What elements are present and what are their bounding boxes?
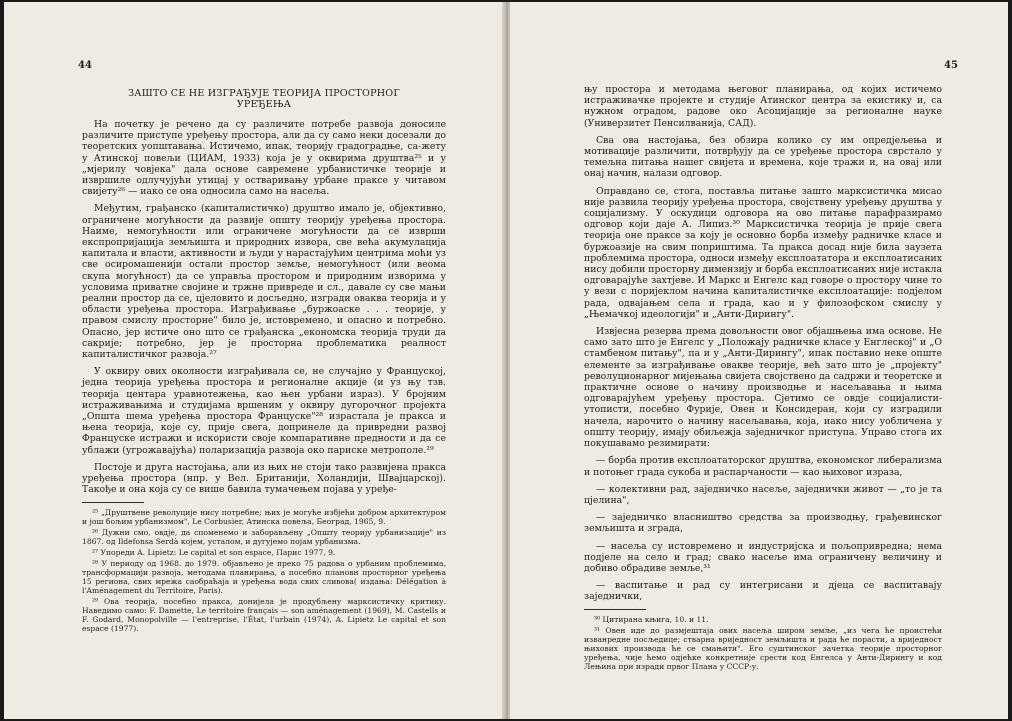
left-page [4,2,504,719]
list-item: — колективни рад, заједничко насеље, заједнички живот — „то је та цјелина", [584,483,942,506]
footnote: ²⁷ Упореди A. Lipietz: Le capital et son espace, Парис 1977, 9. [92,547,336,557]
list-item: — васпитање и рад су интегрисани и дјеца се васпитавају заједнички, [584,580,942,603]
list-item: — заједничко власништво средства за производњу, грађевинског земљишта и зграда, [584,512,942,535]
paragraph: На почетку је речено да су различите потребе развоја доносиле различите приступе уређењу простора, али да су само неки досезали до теоретских уопштавања. Истичемо, ипак, теорију градоградње, са-жету у Атинској повељи (ЦИАМ, 1933) која је у оквирима друштва²⁵ и у „мјерилу човјека" дала основе савремене урбанистичке теорије и извршиле одлучујући утицај у остваривању урбане праксе у читавом свијету²⁶ — иако се она односила само на насеља. [82,119,446,198]
list-item: — насеља су истовремено и индустријска и пољопривредна; нема подјеле на село и град; свако насеље има ограничену величину и добиво обрадиве земље,³¹ [584,540,942,574]
paragraph: Оправдано се, стога, поставља питање зашто марксистичка мисао није развила теорију уређења простора, својствену уређењу друштва у социјализму. У оскудици одговора на ово питање парафразирамо одговор који даје А. Липиз.³⁰ Марксистичка теорија је прије свега теорија оне праксе за коју је основно борба између радничке класе и буржоазије на свим поприштима. Та пракса досад није била заузета проблемима простора, односи између експлоататора и експлоатисаних нису добили просторну димензију и борба експлоатисаних није истакла одговарајуће захтјеве. И Маркс и Енгелс кад говоре о простору чине то у вези с поријеклом начина капиталистичке експлоатације: подјелом рада, одвајањем села и града, као и у филозофском смислу у „Њемачкој идеологији" и „Анти-Дирингу". [584,185,942,320]
paragraph: Сва ова настојања, без обзира колико су им опредјељења и мотивације различити, потврђују да се уређење простора сврстало у темељна питања нашег свијета и времена, које тражи и, на овај или онај начин, налази одговор. [584,134,942,180]
chapter-title: ЗАШТО СЕ НЕ ИЗГРАЂУЈЕ ТЕОРИЈА ПРОСТОРНОГ УРЕЂЕЊА [128,88,400,110]
footnote-divider [584,609,646,610]
footnote: ²⁸ У периоду од 1968. до 1979. објављено је преко 75 радова о урбаним проблемима, трансформацији развоја, методама планирања, а посебно плановн просторног уређења 15 региона, свих мрежа саобраћаја и уређења вода свих сливова( издања: Délégation à l'Aménagement du Territoire, Paris). [82,558,446,595]
footnote-divider [82,502,144,503]
footnote: ²⁶ Дужни смо, овдје, да споменемо и заборављену „Општу теорију урбанизације" из 1867. од Ildefonsa Serdà којем, усталом, и дугујемо појам урбанизма. [82,527,446,546]
left-page-content [82,88,446,635]
footnote: ²⁹ Ова теорија, посебно пракса, донијела је продубљену марксистичку критику. Наведимо само: F. Damette, Le territoire français — son aménagement (1969), M. Castells и F. Godard, Monopolville — l'entreprise, l'État, l'urbain (1974), A. Lipietz Le capital et son espace (1977). [82,596,446,633]
book-spread [4,2,1008,719]
paragraph: Постоје и друга настојања, али из њих не стоји тако развијена пракса уређења простора (нпр. у Вел. Британији, Холандији, Швајцарској). Такође и она која су се више бавила тумачењем појава у уређе- [82,461,446,496]
paragraph: њу простора и методама његовог планирања, од којих истичемо истраживачке пројекте и студије Атинског центра за екистику и, са нужном оградом, радове око Асоцијације за регионалне науке (Универзитет Пенсилванија, САД). [584,84,942,129]
right-page [510,2,1008,719]
footnote: ³¹ Овен иде до размјештаја ових насеља широм земље, „из чега ће проистећи изванредне посљедице; стварна вриједност земљишта и рада ће порасти, а вриједност њихових производа ће се смањити". Его суштинског зачетка теорије просторног уређења, чије ћемо одјећке конкретније срести код Енгелса у Анти-Дирингу и код Лењина при изради првог Плана у СССР-у. [584,625,942,671]
list-item: — борба против експлоататорског друштва, економског либерализма и потоњег града сукоба и распарчаности — као њиховог израза, [584,455,942,478]
paragraph: У оквиру ових околности изграђивала се, не случајно у Француској, једна теорија уређења простора и регионалне акције (и уз њу тзв. теорија центара уравнотежења, као њен урбани израз). У бројним истраживањима и студијама вршеним у оквиру дугорочног пројекта „Општа шема уређења простора Француске"²⁸ израстала је пракса и њена теорија, које су, прије свега, допринеле да привредни развој Француске истражи и искористи своје компаративне предности и да се ублажи (угрожавајућа) поларизација развоја око париске метрополе.²⁹ [82,366,446,456]
right-page-content [584,84,942,673]
page-number-left: 44 [78,60,92,71]
page-number-right: 45 [944,60,958,71]
paragraph: Међутим, грађанско (капиталистичко) друштво имало је, објективно, ограничене могућности да развије општу теорију уређења простора. Наиме, немогућности или ограничене могућности да се изврши експропријација земљишта и природних извора, све већа акумулација капитала и власти, активности и људи у нарастајућим центрима моћи уз све осиромашенији остали простор земље, немогућност (или веома скупа могућност) да се управља простором и природним изворима у условима приватне својине и тржне привреде и сл., давале су све мањи реални простор да се, цјеловито и досљедно, изгради оваква теорија и у области уређења простора. Изграђивање „буржоаске . . . теорије, у правом смислу просторне" било је, истовремено, и опасно и потребно. Опасно, јер истиче оно што се грађанска „економска теорија труди да сакрије; потребно, јер је просторна проблематика реалност капиталистичког развоја.²⁷ [82,203,446,361]
paragraph: Извјесна резерва према довољности овог објашњења има основе. Не само зато што је Енгелс у „Положају радничке класе у Енглеској" и „О стамбеном питању", па и у „Анти-Дирингу", ипак поставио неке опште елементе за изграђивање овакве теорије, већ зато што је „пројекту" револуционарног мијењања свијета својствено да садржи и теоретске и практичне основе о начину производње и насељавања и њима одговарајућем уређењу простора. Сјетимо се овдје социјалисти-утописти, посебно Фурије, Овен и Консидеран, који су изградили начела, нарочито о начину насељавања, која, иако нису уобличена у општу теорију, имају обиљежја заједничког приступа. Управо стога их покушавамо резимирати: [584,326,942,450]
footnote: ³⁰ Цитирана књига, 10. и 11. [594,614,709,624]
footnote: ²⁵ „Друштвене револуције нису потребне; њих је могуће избјећи добром архитектуром и још бољим урбанизмом", Le Corbusier, Атинска повеља, Београд, 1965, 9. [82,507,446,526]
